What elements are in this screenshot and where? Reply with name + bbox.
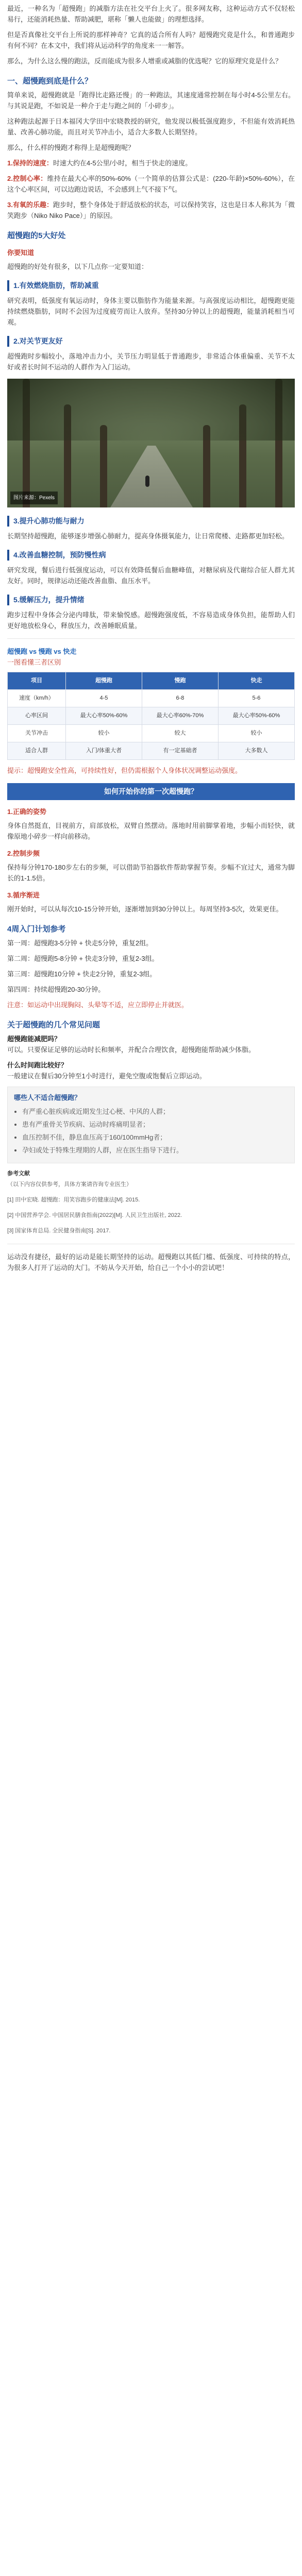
table-row: 心率区间 最大心率50%-60% 最大心率60%-70% 最大心率50%-60%	[8, 707, 295, 725]
reference-item: [3] 国家体育总局. 全民健身指南[S]. 2017.	[7, 1228, 111, 1234]
compare-subtitle: 一图看懂三者区别	[7, 658, 61, 666]
table-row: 速度（km/h） 4-5 6-8 5-6	[8, 690, 295, 707]
plan-tip: 注意：如运动中出现胸闷、头晕等不适，应立即停止并就医。	[7, 1001, 189, 1009]
list-item: • 有严重心脏疾病或近期发生过心梗、中风的人群；	[22, 1106, 288, 1117]
intro-paragraph: 最近，一种名为「超慢跑」的减脂方法在社交平台上火了。很多网友称，这种运动方式不仅轻松易行，还能消耗热量、帮助减肥，堪称「懒人也能做」的理想选择。	[7, 5, 295, 23]
step-text: 保持每分钟170-180步左右的步频，可以借助节拍器软件帮助掌握节奏。步幅不宜过大，通常为脚长的1-1.5倍。	[7, 863, 295, 882]
plan-week: 第二周：超慢跑5-8分钟 + 快走3分钟，重复2-3组。	[7, 955, 159, 962]
section-subheading: 你要知道	[7, 249, 35, 257]
caution-title: 哪些人不适合超慢跑？	[14, 1094, 81, 1101]
caution-box	[7, 1087, 295, 1163]
compare-table	[7, 672, 295, 760]
benefit-text: 超慢跑时步幅较小，落地冲击力小，关节压力明显低于普通跑步，非常适合体重偏重、关节不太好或者长时间不运动的人群作为入门运动。	[7, 352, 295, 371]
paragraph: 这种跑法起源于日本福冈大学田中宏晓教授的研究，他发现以极低强度跑步，不但能有效消耗热量、改善心肺功能，而且对关节冲击小，适合大多数人长期坚持。	[7, 117, 295, 136]
key-item: 2.控制心率：维持在最大心率的50%-60%（一个简单的估算公式是：(220-年龄)×50%-60%），在这个心率区间，可以边跑边说话，不会感到上气不接下气。	[7, 175, 295, 193]
photo-caption: 图片来源：Pexels	[10, 492, 58, 504]
benefit-title: 4.改善血糖控制，预防慢性病	[7, 550, 295, 561]
benefit-title: 2.对关节更友好	[7, 336, 295, 347]
plan-week: 第一周：超慢跑3-5分钟 + 快走5分钟，重复2组。	[7, 939, 153, 947]
faq-item: 什么时间跑比较好？ 一般建议在餐后30分钟至1小时进行，避免空腹或饱餐后立即运动。	[7, 1061, 206, 1080]
section-heading: 超慢跑的5大好处	[7, 231, 66, 240]
step-title: 2.控制步频	[7, 850, 40, 857]
reference-item: [1] 田中宏晓. 超慢跑：用笑容跑步的健康法[M]. 2015.	[7, 1197, 140, 1203]
list-item: • 孕妇或处于特殊生理期的人群，应在医生指导下进行。	[22, 1145, 288, 1156]
section-heading: 一、超慢跑到底是什么？	[7, 77, 93, 86]
plan-heading: 4周入门计划参考	[7, 925, 66, 934]
references-heading: 参考文献	[7, 1171, 30, 1177]
photo-canopy	[7, 379, 295, 440]
table-header: 超慢跑	[65, 672, 142, 690]
key-item: 3.有氧的乐趣：跑步时，整个身体处于舒适放松的状态，可以保持笑容，这也是日本人称其为「微笑跑步（Niko Niko Pace）」的原因。	[7, 201, 295, 219]
section-banner: 如何开始你的第一次超慢跑？	[7, 783, 295, 800]
divider	[7, 638, 295, 639]
benefit-text: 长期坚持超慢跑，能够逐步增强心肺耐力，提高身体摄氧能力，让日常爬楼、走路都更加轻松。	[7, 532, 289, 540]
faq-heading: 关于超慢跑的几个常见问题	[7, 1021, 100, 1029]
intro-paragraph: 那么，为什么这么慢的跑法，反而能成为很多人增重或减脂的优选呢？它的原理究竟是什么？	[7, 57, 282, 65]
photo-runner	[145, 476, 149, 487]
faq-item: 超慢跑能减肥吗？ 可以。只要保证足够的运动时长和频率，并配合合理饮食，超慢跑能帮助减少体脂。	[7, 1035, 256, 1054]
compare-note: 提示：超慢跑安全性高，可持续性好，但仍需根据个人身体状况调整运动强度。	[7, 767, 242, 774]
closing-paragraph: 运动没有捷径，最好的运动是能长期坚持的运动。超慢跑以其低门槛、低强度、可持续的特点，为很多人打开了运动的大门。不妨从今天开始，给自己一个小小的尝试吧！	[7, 1253, 295, 1272]
reference-item: [2] 中国营养学会. 中国居民膳食指南(2022)[M]. 人民卫生出版社, 2022.	[7, 1212, 182, 1218]
list-item: • 患有严重骨关节疾病、运动时疼痛明显者；	[22, 1119, 288, 1130]
table-header: 慢跑	[142, 672, 218, 690]
runner-photo	[7, 379, 295, 507]
photo-road	[110, 446, 193, 507]
step-text: 刚开始时，可以从每次10-15分钟开始，逐渐增加到30分钟以上。每周坚持3-5次，效果更佳。	[7, 905, 283, 913]
references	[7, 1168, 295, 1236]
step-title: 3.循序渐进	[7, 891, 40, 899]
step-text: 身体自然挺直，目视前方，肩部放松，双臂自然摆动。落地时用前脚掌着地，步幅小而轻快，就像原地小碎步一样向前移动。	[7, 822, 295, 840]
benefit-text: 研究发现，餐后进行低强度运动，可以有效降低餐后血糖峰值，对糖尿病及代谢综合征人群尤其友好。同时，规律运动还能改善血脂、血压水平。	[7, 566, 295, 585]
table-header: 快走	[218, 672, 294, 690]
benefit-text: 跑步过程中身体会分泌内啡肽，带来愉悦感。超慢跑强度低，不容易造成身体负担，能帮助人们更好地放松身心，释放压力，改善睡眠质量。	[7, 611, 295, 630]
paragraph: 简单来说，超慢跑就是「跑得比走路还慢」的一种跑法，其速度通常控制在每小时4-5公里左右。与其说是跑，不如说是一种介于走与跑之间的「小碎步」。	[7, 91, 295, 110]
caution-list	[14, 1106, 288, 1156]
list-item: • 血压控制不佳，静息血压高于160/100mmHg者；	[22, 1132, 288, 1143]
compare-title: 超慢跑 vs 慢跑 vs 快走	[7, 648, 77, 655]
plan-week: 第三周：超慢跑10分钟 + 快走2分钟，重复2-3组。	[7, 970, 157, 978]
step-title: 1.正确的姿势	[7, 808, 46, 816]
table-row: 适合人群 入门/体重大者 有一定基础者 大多数人	[8, 742, 295, 760]
table-row: 关节冲击 较小 较大 较小	[8, 725, 295, 742]
benefit-text: 研究表明，低强度有氧运动时，身体主要以脂肪作为能量来源。与高强度运动相比，超慢跑更能持续燃烧脂肪，同时不会因为过度疲劳而让人放弃。坚持30分钟以上的超慢跑，能量消耗相当可观。	[7, 297, 295, 326]
plan-week: 第四周：持续超慢跑20-30分钟。	[7, 986, 105, 993]
references-note: （以下内容仅供参考，具体方案请咨询专业医生）	[7, 1181, 132, 1188]
key-item: 1.保持的速度：时速大约在4-5公里/小时，相当于快走的速度。	[7, 159, 192, 167]
intro-paragraph: 但是否真像社交平台上所说的那样神奇？它真的适合所有人吗？超慢跑究竟是什么，和普通跑步有何不同？在本文中，我们将从运动科学的角度来一一解答。	[7, 31, 295, 49]
benefit-title: 3.提升心肺功能与耐力	[7, 516, 295, 527]
paragraph: 那么，什么样的慢跑才称得上是超慢跑呢？	[7, 144, 135, 151]
paragraph: 超慢跑的好处有很多，以下几点你一定要知道：	[7, 263, 148, 270]
benefit-title: 1.有效燃烧脂肪，帮助减重	[7, 280, 295, 291]
benefit-title: 5.缓解压力，提升情绪	[7, 595, 295, 605]
table-header: 项目	[8, 672, 66, 690]
